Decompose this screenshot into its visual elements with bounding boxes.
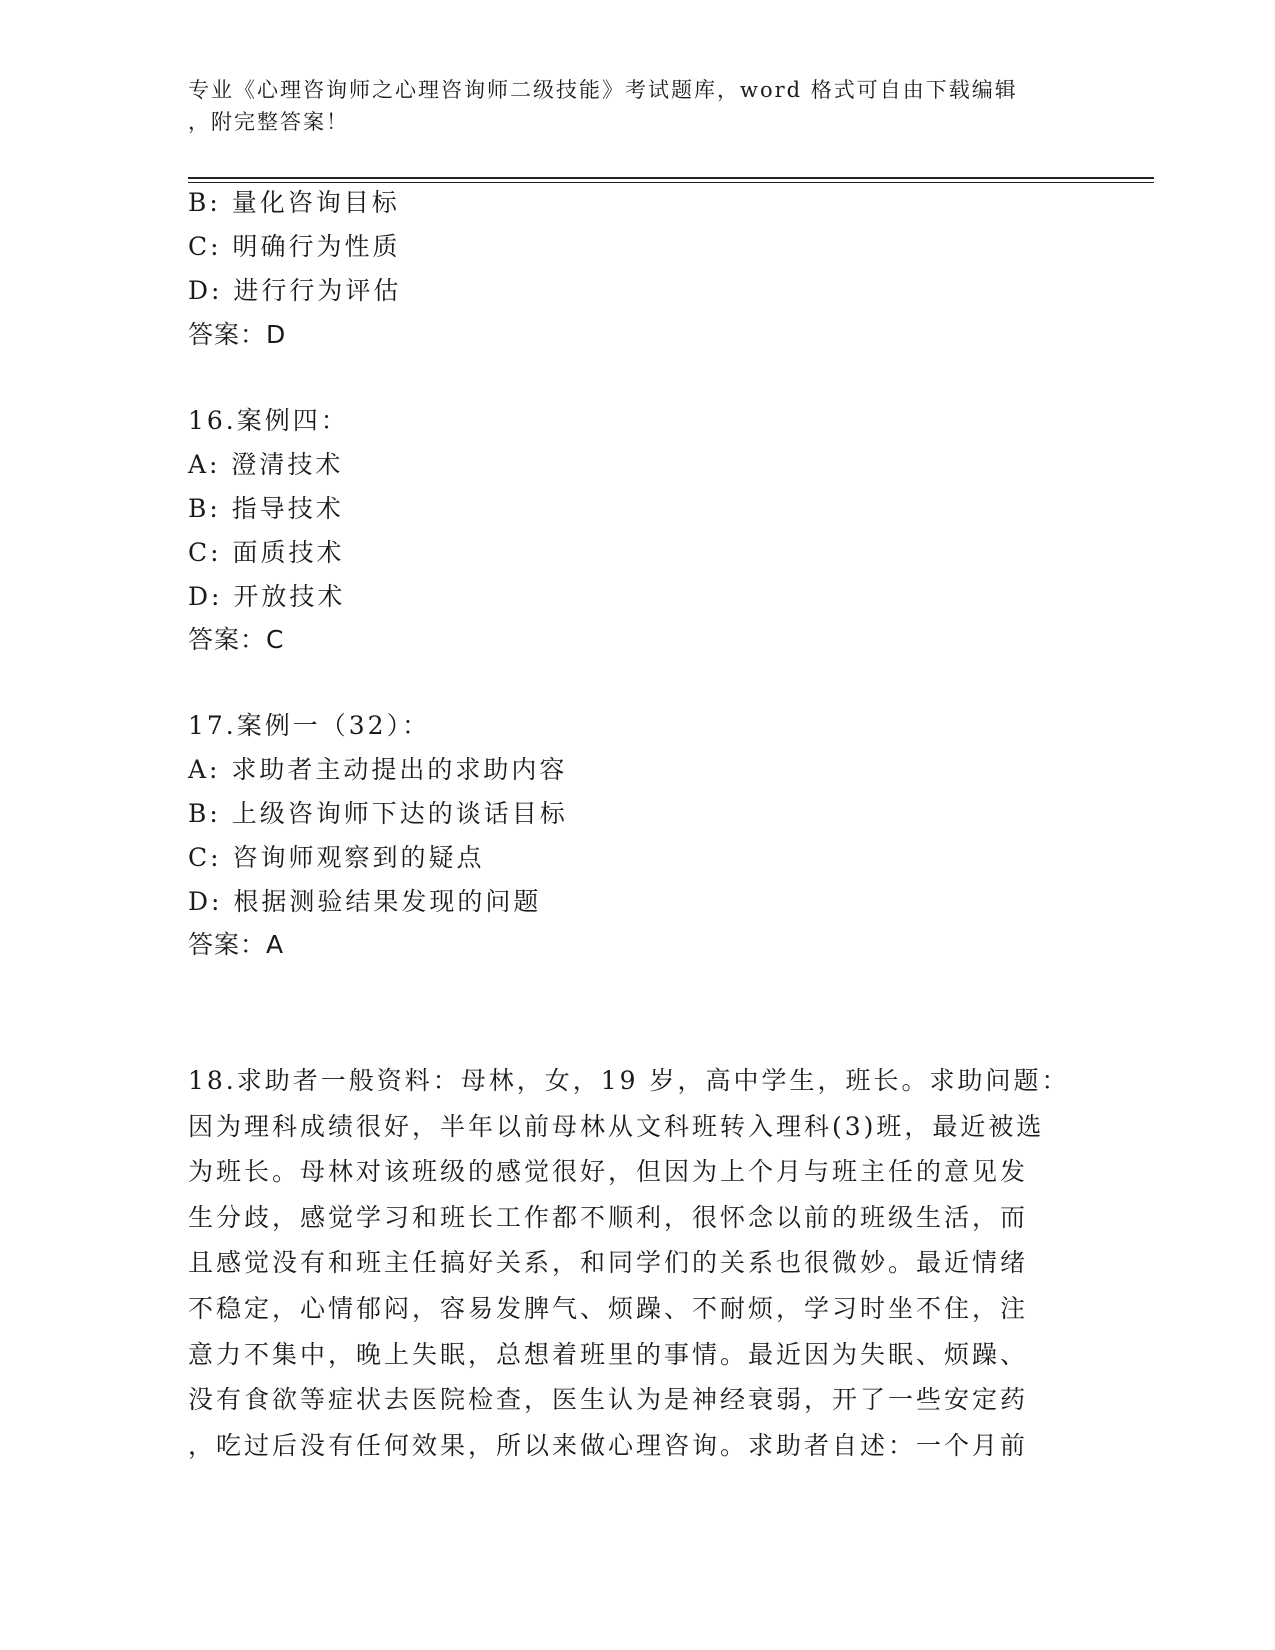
q17-question: 17.案例一（32）： bbox=[188, 711, 431, 740]
q18-line: 不稳定，心情郁闷，容易发脾气、烦躁、不耐烦，学习时坐不住，注 bbox=[188, 1293, 1029, 1323]
q15-option-d: D: 进行行为评估 bbox=[188, 276, 402, 305]
q15-option-b: B: 量化咨询目标 bbox=[188, 188, 400, 217]
q18-line: 且感觉没有和班主任搞好关系，和同学们的关系也很微妙。最近情绪 bbox=[188, 1248, 1029, 1278]
q18-line: 因为理科成绩很好，半年以前母林从文科班转入理科(3)班，最近被选 bbox=[188, 1111, 1045, 1141]
q16-option-c: C: 面质技术 bbox=[188, 538, 345, 567]
q16-question: 16.案例四： bbox=[188, 406, 349, 435]
q15-answer: 答案：D bbox=[188, 320, 287, 349]
q18-paragraph bbox=[188, 1058, 1088, 1468]
q18-line: 没有食欲等症状去医院检查，医生认为是神经衰弱，开了一些安定药 bbox=[188, 1385, 1029, 1415]
q15-option-c: C: 明确行为性质 bbox=[188, 232, 401, 261]
header-line-1: 专业《心理咨询师之心理咨询师二级技能》考试题库，word 格式可自由下载编辑 bbox=[188, 78, 1018, 102]
q16-option-b: B: 指导技术 bbox=[188, 494, 344, 523]
header-rule-thin bbox=[188, 182, 1154, 183]
document-header bbox=[188, 74, 1088, 138]
q18-line: 18.求助者一般资料：母林，女，19 岁，高中学生，班长。求助问题： bbox=[188, 1066, 1070, 1095]
q18-line: 生分歧，感觉学习和班长工作都不顺利，很怀念以前的班级生活，而 bbox=[188, 1202, 1029, 1232]
q16-answer: 答案：C bbox=[188, 625, 285, 654]
q18-line: ，吃过后没有任何效果，所以来做心理咨询。求助者自述：一个月前 bbox=[188, 1430, 1029, 1460]
q17-answer: 答案：A bbox=[188, 930, 285, 959]
q17-option-c: C: 咨询师观察到的疑点 bbox=[188, 843, 485, 872]
q17-option-b: B: 上级咨询师下达的谈话目标 bbox=[188, 799, 568, 828]
header-rule-thick bbox=[188, 177, 1154, 179]
q17-option-a: A: 求助者主动提出的求助内容 bbox=[188, 755, 568, 784]
q18-line: 为班长。母林对该班级的感觉很好，但因为上个月与班主任的意见发 bbox=[188, 1157, 1029, 1187]
header-line-2: ，附完整答案！ bbox=[188, 110, 349, 134]
q16-option-d: D: 开放技术 bbox=[188, 582, 346, 611]
q16-option-a: A: 澄清技术 bbox=[188, 450, 344, 479]
q17-option-d: D: 根据测验结果发现的问题 bbox=[188, 887, 542, 916]
q18-line: 意力不集中，晚上失眠，总想着班里的事情。最近因为失眠、烦躁、 bbox=[188, 1339, 1029, 1369]
